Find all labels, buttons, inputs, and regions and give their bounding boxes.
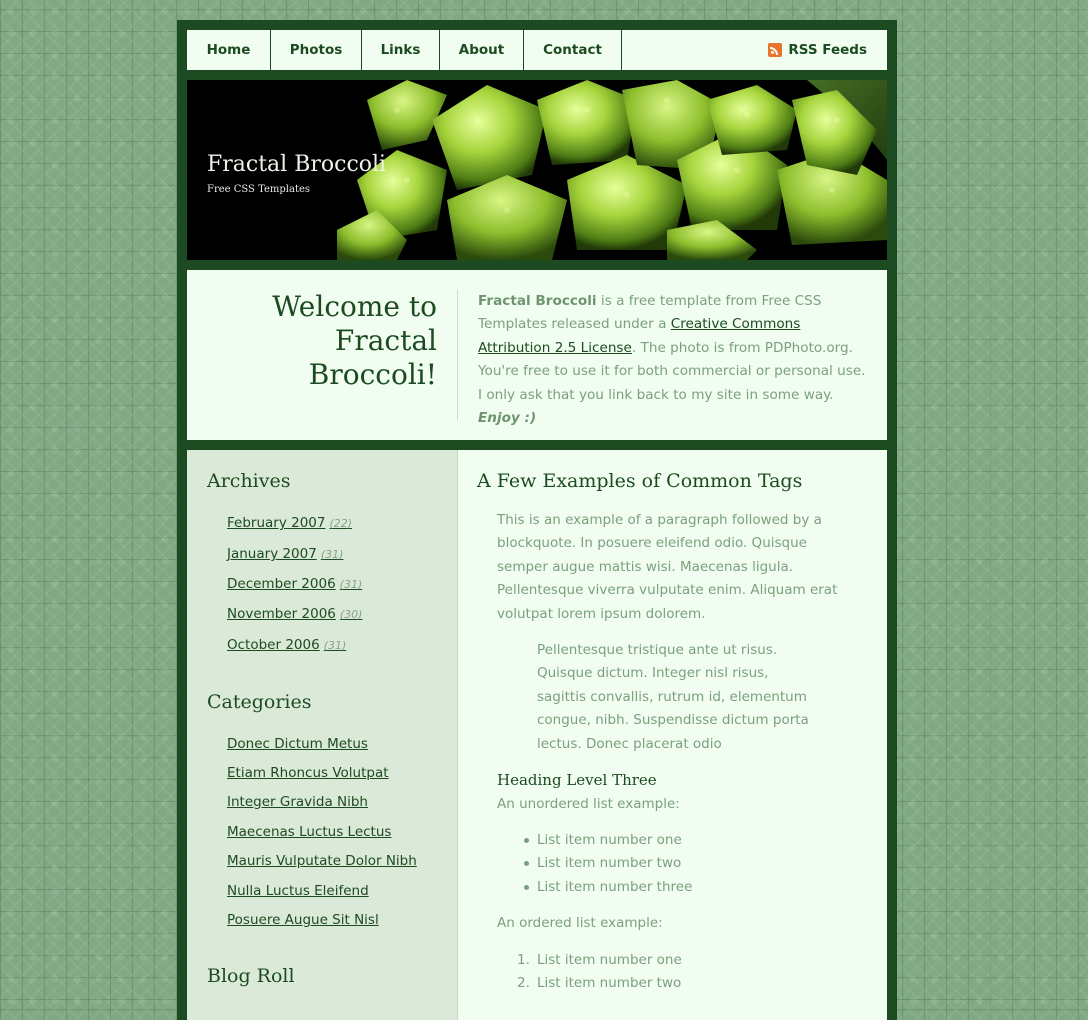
rss-feeds-link[interactable] [768,30,867,70]
archive-label: December 2006 [227,576,336,592]
category-link[interactable]: Posuere Augue Sit Nisl [227,912,379,928]
intro-divider [457,290,458,420]
site-subtitle: Free CSS Templates [207,184,311,195]
archives-heading: Archives [207,470,291,492]
rss-label: RSS Feeds [788,42,867,58]
archive-link-jan-2007[interactable] [227,546,343,562]
blockquote-line: Pellentesque tristique ante ut risus. [537,642,778,658]
list-number: 2. [517,975,530,992]
archive-label: February 2007 [227,515,326,531]
site-title: Fractal Broccoli [207,152,387,177]
header-banner [187,80,887,260]
paragraph-line: This is an example of a paragraph followed by a [497,512,822,528]
category-link[interactable]: Maecenas Luctus Lectus [227,824,392,840]
nav-contact[interactable]: Contact [524,30,622,70]
welcome-heading [207,290,437,392]
nav-links[interactable]: Links [362,30,440,70]
broccoli-photo [337,80,887,260]
archive-count: (31) [323,639,347,652]
nav-about[interactable]: About [440,30,524,70]
ol-intro: An ordered list example: [497,915,663,931]
nav-photos[interactable]: Photos [271,30,362,70]
welcome-heading-line1: Welcome to [272,290,437,323]
blockquote-line: Quisque dictum. Integer nisl risus, [537,665,769,682]
sidebar [187,450,458,1020]
list-text: List item number two [537,975,682,992]
blogroll-heading: Blog Roll [207,965,295,987]
list-item: List item number two [537,852,692,875]
example-paragraph [497,509,867,626]
intro-text-2: . The photo is from PDPhoto.org. You're free to use it for both commercial or personal use. I only ask that you link back to my site in some way. [478,339,866,403]
main-heading: A Few Examples of Common Tags [477,470,803,492]
paragraph-line: blockquote. In posuere eleifend odio. Quisque [497,535,807,552]
categories-heading: Categories [207,691,312,713]
category-link[interactable]: Mauris Vulputate Dolor Nibh [227,853,417,869]
list-number: 1. [517,952,530,968]
heading-level-three: Heading Level Three [497,771,657,789]
intro-enjoy: Enjoy :) [478,410,537,427]
list-item [517,949,682,972]
top-nav [187,30,887,70]
category-link[interactable]: Etiam Rhoncus Volutpat [227,765,389,781]
blockquote-line: lectus. Donec placerat odio [537,735,722,752]
unordered-list [537,829,692,899]
intro-panel [187,270,887,440]
nav-home[interactable]: Home [187,30,271,70]
ul-intro: An unordered list example: [497,796,680,812]
paragraph-line: volutpat lorem ipsum dolorem. [497,605,706,622]
archive-label: January 2007 [227,546,317,562]
category-link[interactable]: Donec Dictum Metus [227,736,368,752]
archive-link-dec-2006[interactable] [227,576,362,592]
example-blockquote [537,639,857,756]
page-frame [177,20,897,1020]
list-item: List item number three [537,876,692,899]
intro-strong: Fractal Broccoli [478,293,597,309]
ordered-list [517,949,682,996]
archive-count: (22) [329,517,353,530]
content-area [187,450,887,1020]
list-text: List item number one [537,952,682,968]
archive-link-feb-2007[interactable] [227,515,352,531]
rss-icon [768,43,782,57]
paragraph-line: Pellentesque viverra vulputate enim. Aliquam erat [497,582,838,599]
intro-text-1: is a free template from Free CSS Templates released under a [478,293,822,333]
blockquote-line: congue, nibh. Suspendisse dictum porta [537,712,809,729]
archive-label: October 2006 [227,637,320,653]
blockquote-line: sagittis convallis, rutrum id, elementum [537,688,807,705]
list-item [517,972,682,995]
welcome-heading-line2: Fractal Broccoli! [308,324,437,391]
main-content [477,450,877,1020]
archive-label: November 2006 [227,606,336,622]
license-link[interactable]: Creative Commons Attribution 2.5 License [478,316,801,356]
archive-count: (31) [339,578,363,591]
intro-paragraph [478,290,873,430]
archive-link-oct-2006[interactable] [227,637,346,653]
paragraph-line: semper augue mattis wisi. Maecenas ligula. [497,558,794,575]
archive-count: (31) [320,548,344,561]
archive-link-nov-2006[interactable] [227,606,362,622]
list-item: List item number one [537,829,692,852]
category-link[interactable]: Integer Gravida Nibh [227,794,368,810]
archive-count: (30) [339,608,363,621]
category-link[interactable]: Nulla Luctus Eleifend [227,883,369,899]
